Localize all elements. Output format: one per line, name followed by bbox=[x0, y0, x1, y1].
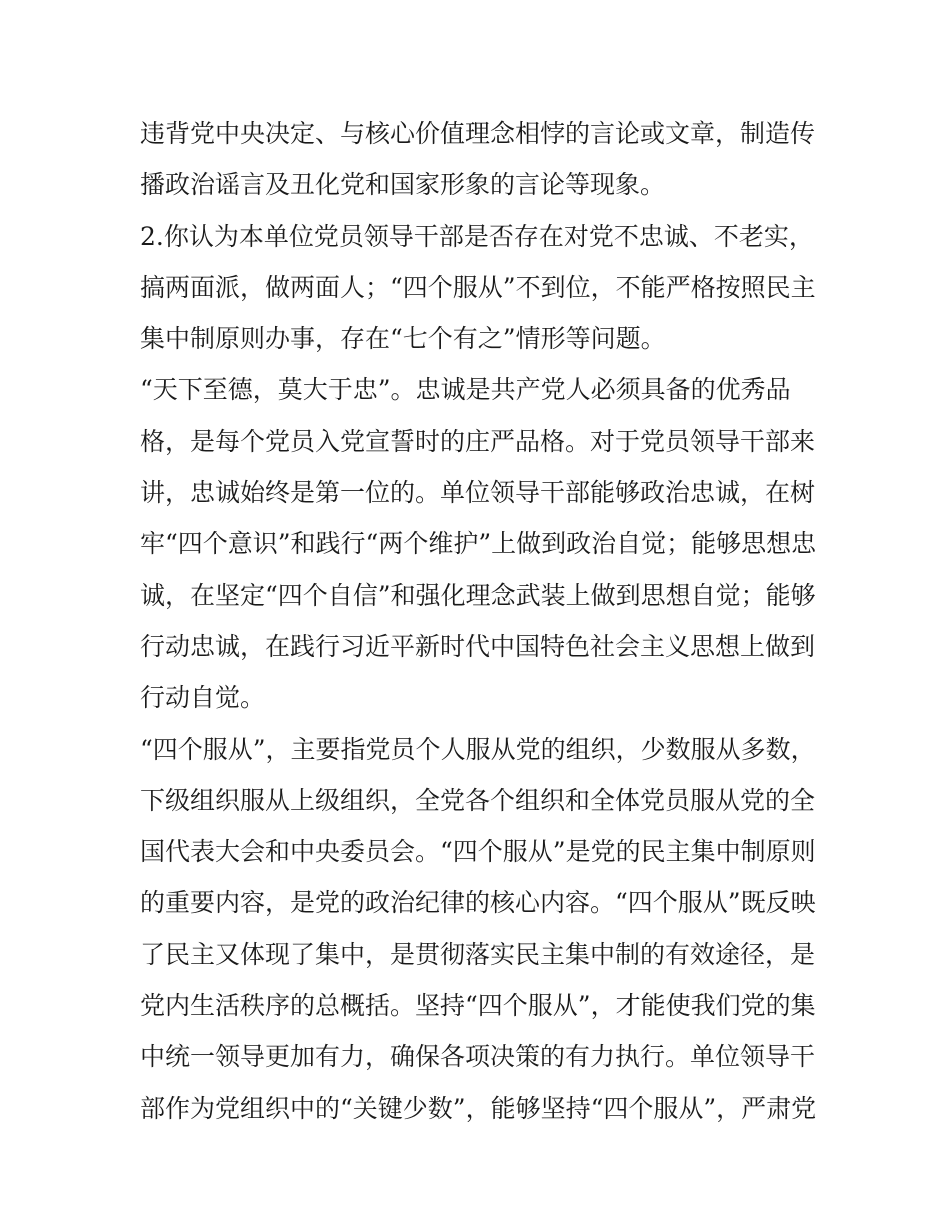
text-line: 牢“四个意识”和践行“两个维护”上做到政治自觉；能够思想忠 bbox=[140, 529, 817, 559]
text-line: 国代表大会和中央委员会。“四个服从”是党的民主集中制原则 bbox=[140, 837, 816, 867]
text-line: 集中制原则办事，存在“七个有之”情形等问题。 bbox=[140, 324, 666, 354]
text-line: 2.你认为本单位党员领导干部是否存在对党不忠诚、不老实， bbox=[140, 221, 814, 251]
text-line: 中统一领导更加有力，确保各项决策的有力执行。单位领导干 bbox=[140, 1042, 816, 1072]
text-line: 诚，在坚定“四个自信”和强化理念武装上做到思想自觉；能够 bbox=[140, 580, 816, 610]
document-body bbox=[140, 108, 820, 1134]
text-line: 讲，忠诚始终是第一位的。单位领导干部能够政治忠诚，在树 bbox=[140, 478, 816, 508]
text-line: “天下至德，莫大于忠”。忠诚是共产党人必须具备的优秀品 bbox=[140, 375, 791, 405]
text-line: 了民主又体现了集中，是贯彻落实民主集中制的有效途径，是 bbox=[140, 939, 816, 969]
text-line: 违背党中央决定、与核心价值理念相悖的言论或文章，制造传 bbox=[140, 119, 816, 148]
text-line: 格，是每个党员入党宣誓时的庄严品格。对于党员领导干部来 bbox=[140, 426, 816, 456]
text-line: 下级组织服从上级组织，全党各个组织和全体党员服从党的全 bbox=[140, 785, 816, 815]
text-line: 播政治谣言及丑化党和国家形象的言论等现象。 bbox=[140, 170, 666, 200]
text-line: 行动忠诚，在践行习近平新时代中国特色社会主义思想上做到 bbox=[140, 631, 816, 661]
text-line: 部作为党组织中的“关键少数”，能够坚持“四个服从”，严肃党 bbox=[140, 1093, 817, 1123]
text-line: 党内生活秩序的总概括。坚持“四个服从”，才能使我们党的集 bbox=[140, 991, 816, 1021]
text-line: “四个服从”，主要指党员个人服从党的组织，少数服从多数， bbox=[140, 734, 816, 764]
text-line: 行动自觉。 bbox=[140, 683, 266, 713]
text-line: 搞两面派，做两面人；“四个服从”不到位，不能严格按照民主 bbox=[140, 272, 816, 302]
text-line: 的重要内容，是党的政治纪律的核心内容。“四个服从”既反映 bbox=[140, 888, 816, 918]
